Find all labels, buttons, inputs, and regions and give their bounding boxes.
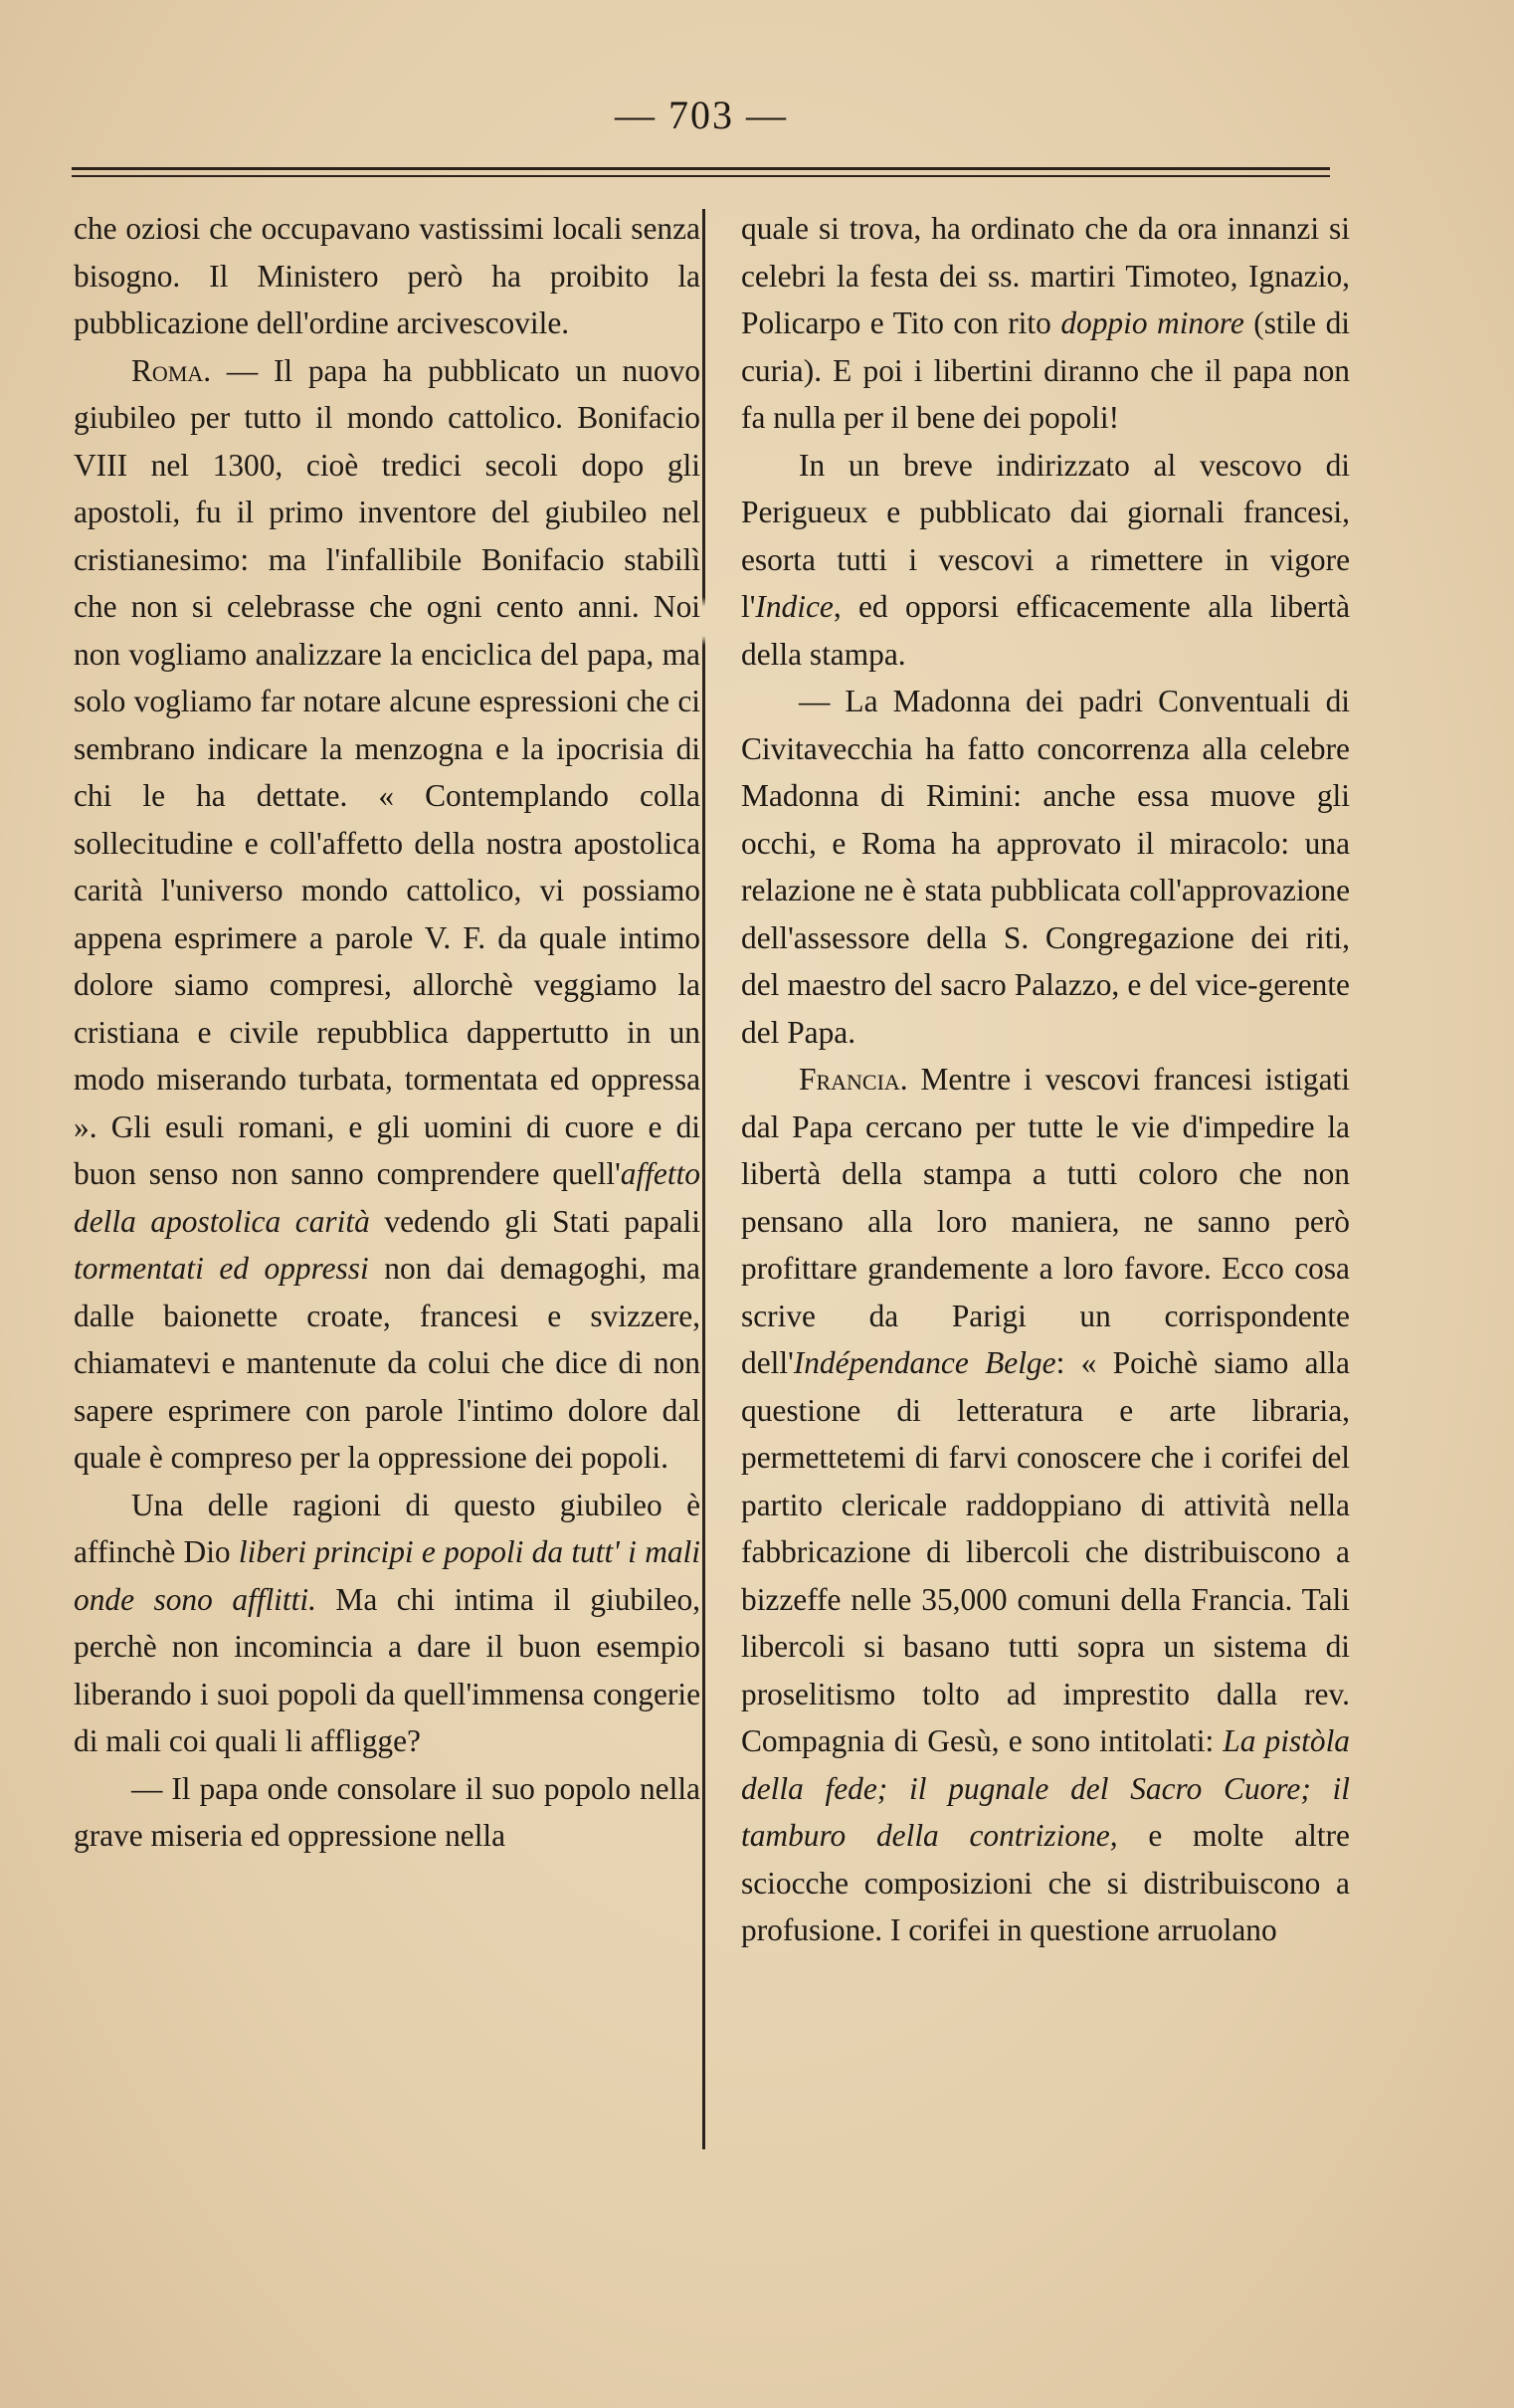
right-paragraph-3: — La Madonna dei padri Conventuali di Civitavecchia ha fatto concorrenza alla celebre Madonna di Rimini: anche essa muove gli occhi, e Roma ha approvato il miracolo: una relazione ne è stata pubblicata coll'approvazione dell'assessore della S. Congregazione dei riti, del maestro del sacro Palazzo, e del vice-gerente del Papa.: [741, 684, 1350, 1050]
left-paragraph-1: che oziosi che occupavano vastissimi locali senza bisogno. Il Ministero però ha proibito la pubblicazione dell'ordine arcivescovile.: [74, 211, 700, 340]
header-rule-top: [72, 167, 1330, 170]
left-paragraph-roma: Roma. — Il papa ha pubblicato un nuovo giubileo per tutto il mondo cattolico. Bonifacio VIII nel 1300, cioè tredici secoli dopo gli apostoli, fu il primo inventore del giubileo nel cristianesimo: ma l'infallibile Bonifacio stabilì che non si celebrasse che ogni cento anni. Noi non vogliamo analizzare la enciclica del papa, ma solo vogliamo far notare alcune espressioni che ci sembrano indicare la menzogna e la ipocrisia di chi le ha dettate. « Contemplando colla sollecitudine e coll'affetto della nostra apostolica carità l'universo mondo cattolico, vi possiamo appena esprimere a parole V. F. da quale intimo dolore siamo compresi, allorchè veggiamo la cristiana e civile repubblica dappertutto in un modo miserando turbata, tormentata ed oppressa ». Gli esuli romani, e gli uomini di cuore e di buon senso non sanno comprendere quell'affetto della apostolica carità vedendo gli Stati papali tormentati ed oppressi non dai demagoghi, ma dalle baionette croate, francesi e svizzere, chiamatevi e mantenute da colui che dice di non sapere esprimere con parole l'intimo dolore dal quale è compreso per la oppressione dei popoli.: [74, 352, 700, 1475]
right-paragraph-1: quale si trova, ha ordinato che da ora innanzi si celebri la festa dei ss. martiri Timoteo, Ignazio, Policarpo e Tito con rito doppio minore (stile di curia). E poi i libertini diranno che il papa non fa nulla per il bene dei popoli!: [741, 211, 1350, 435]
column-divider: [702, 209, 705, 2149]
header-rule-bottom: [72, 175, 1330, 177]
right-column: [741, 205, 1350, 1954]
section-lead-roma: Roma.: [131, 352, 212, 388]
page-number: — 703 —: [615, 93, 788, 137]
right-paragraph-2: In un breve indirizzato al vescovo di Perigueux e pubblicato dai giornali francesi, esorta tutti i vescovi a rimettere in vigore l'Indice, ed opporsi efficacemente alla libertà della stampa.: [741, 447, 1350, 672]
left-paragraph-3: Una delle ragioni di questo giubileo è affinchè Dio liberi principi e popoli da tutt' i mali onde sono afflitti. Ma chi intima il giubileo, perchè non incomincia a dare il buon esempio liberando i suoi popoli da quell'immensa congerie di mali coi quali li affligge?: [74, 1487, 701, 1758]
left-column: [74, 205, 700, 1860]
right-paragraph-francia: Francia. Mentre i vescovi francesi istigati dal Papa cercano per tutte le vie d'impedire la libertà della stampa a tutti coloro che non pensano alla loro maniera, ne sanno però profittare grandemente a loro favore. Ecco cosa scrive da Parigi un corrispondente dell'Indépendance Belge: « Poichè siamo alla questione di letteratura e arte libraria, permettetemi di farvi conoscere che i corifei del partito clericale raddoppiano di attività nella fabbricazione di libercoli che distribuiscono a bizzeffe nelle 35,000 comuni della Francia. Tali libercoli si basano tutti sopra un sistema di proselitismo tolto ad imprestito dalla rev. Compagnia di Gesù, e sono intitolati: La pistòla della fede; il pugnale del Sacro Cuore; il tamburo della contrizione, e molte altre sciocche composizioni che si distribuiscono a profusione. I corifei in questione arruolano: [741, 1062, 1350, 1947]
left-paragraph-4: — Il papa onde consolare il suo popolo nella grave miseria ed oppressione nella: [74, 1770, 700, 1853]
section-lead-francia: Francia.: [799, 1062, 908, 1097]
